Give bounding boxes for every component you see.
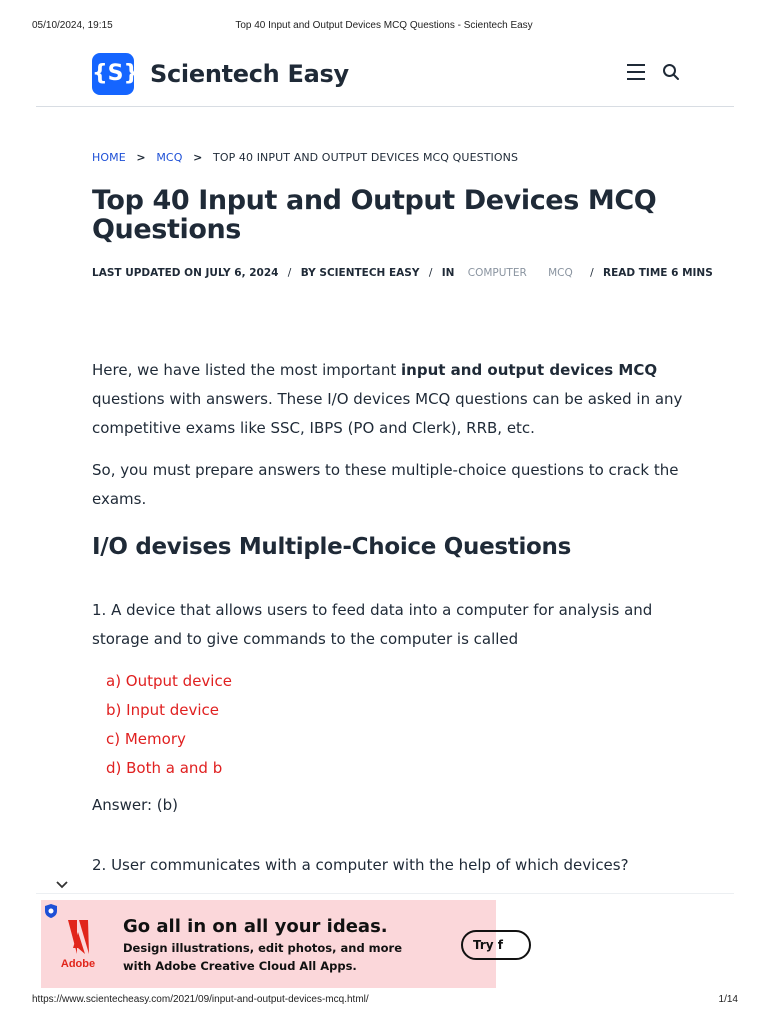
question-2: 2. User communicates with a computer with the help of which devices? — [92, 856, 629, 874]
header-divider — [36, 106, 734, 107]
meta-in-label: IN — [441, 267, 455, 279]
intro-paragraph-2: So, you must prepare answers to these multiple-choice questions to crack the exams. — [92, 461, 679, 508]
breadcrumb-separator: > — [136, 151, 146, 164]
intro-bold-text: input and output devices MCQ — [401, 361, 658, 379]
print-date: 05/10/2024, 19:15 — [32, 20, 113, 31]
option-d: d) Both a and b — [106, 759, 223, 777]
adobe-logo-icon — [55, 918, 101, 956]
meta-updated: LAST UPDATED ON JULY 6, 2024 — [92, 267, 279, 279]
meta-author[interactable]: BY SCIENTECH EASY — [300, 267, 420, 279]
site-logo[interactable]: {S} — [92, 53, 134, 95]
chevron-down-icon[interactable] — [54, 878, 70, 892]
search-icon[interactable] — [662, 63, 680, 81]
option-b: b) Input device — [106, 701, 220, 719]
breadcrumb-home[interactable]: HOME — [92, 151, 126, 164]
intro-text: Here, we have listed the most important — [92, 361, 402, 379]
breadcrumb-separator: > — [193, 151, 203, 164]
intro-text-rest: questions with answers. These I/O devices MCQ questions can be asked in any competitive exams like SSC, IBPS (PO and Clerk), RRB, etc. — [92, 390, 683, 437]
breadcrumb-current: TOP 40 INPUT AND OUTPUT DEVICES MCQ QUESTIONS — [213, 151, 519, 164]
adobe-ad-banner[interactable] — [41, 900, 504, 988]
ad-cta-button[interactable]: Try f — [461, 930, 531, 960]
page-number: 1/14 — [718, 994, 738, 1005]
section-heading: I/O devises Multiple-Choice Questions — [92, 534, 571, 560]
question-1: 1. A device that allows users to feed data into a computer for analysis and storage and to give commands to the computer is called — [92, 601, 653, 648]
intro-paragraph — [92, 356, 692, 443]
ad-divider — [36, 893, 734, 894]
print-url: https://www.scientecheasy.com/2021/09/input-and-output-devices-mcq.html/ — [32, 994, 369, 1005]
meta-slash: / — [590, 267, 594, 279]
meta-read-time: READ TIME 6 MINS — [603, 267, 713, 279]
meta-category-computer[interactable]: COMPUTER — [467, 267, 527, 279]
print-header — [0, 20, 768, 34]
print-title: Top 40 Input and Output Devices MCQ Questions - Scientech Easy — [235, 20, 533, 31]
adobe-brand: Adobe — [60, 958, 96, 970]
article-intro — [92, 356, 692, 527]
site-header — [92, 50, 692, 96]
article-meta — [92, 267, 713, 279]
question-1-answer: Answer: (b) — [92, 796, 179, 814]
page-title: Top 40 Input and Output Devices MCQ Questions — [92, 185, 657, 245]
meta-slash: / — [287, 267, 292, 279]
menu-icon[interactable] — [627, 64, 645, 80]
ad-headline: Go all in on all your ideas. — [123, 916, 388, 937]
question-1-options — [106, 667, 232, 783]
meta-category-mcq[interactable]: MCQ — [548, 267, 573, 279]
breadcrumb-mcq[interactable]: MCQ — [156, 151, 183, 164]
meta-slash: / — [428, 267, 433, 279]
option-a: a) Output device — [106, 672, 232, 690]
adchoices-shield-icon[interactable] — [44, 903, 58, 919]
ad-line-2: with Adobe Creative Cloud All Apps. — [123, 959, 357, 973]
ad-line-1: Design illustrations, edit photos, and more — [123, 941, 403, 955]
breadcrumb — [92, 151, 518, 164]
site-name[interactable]: Scientech Easy — [150, 60, 349, 88]
adobe-logo — [55, 918, 101, 976]
option-c: c) Memory — [106, 730, 186, 748]
